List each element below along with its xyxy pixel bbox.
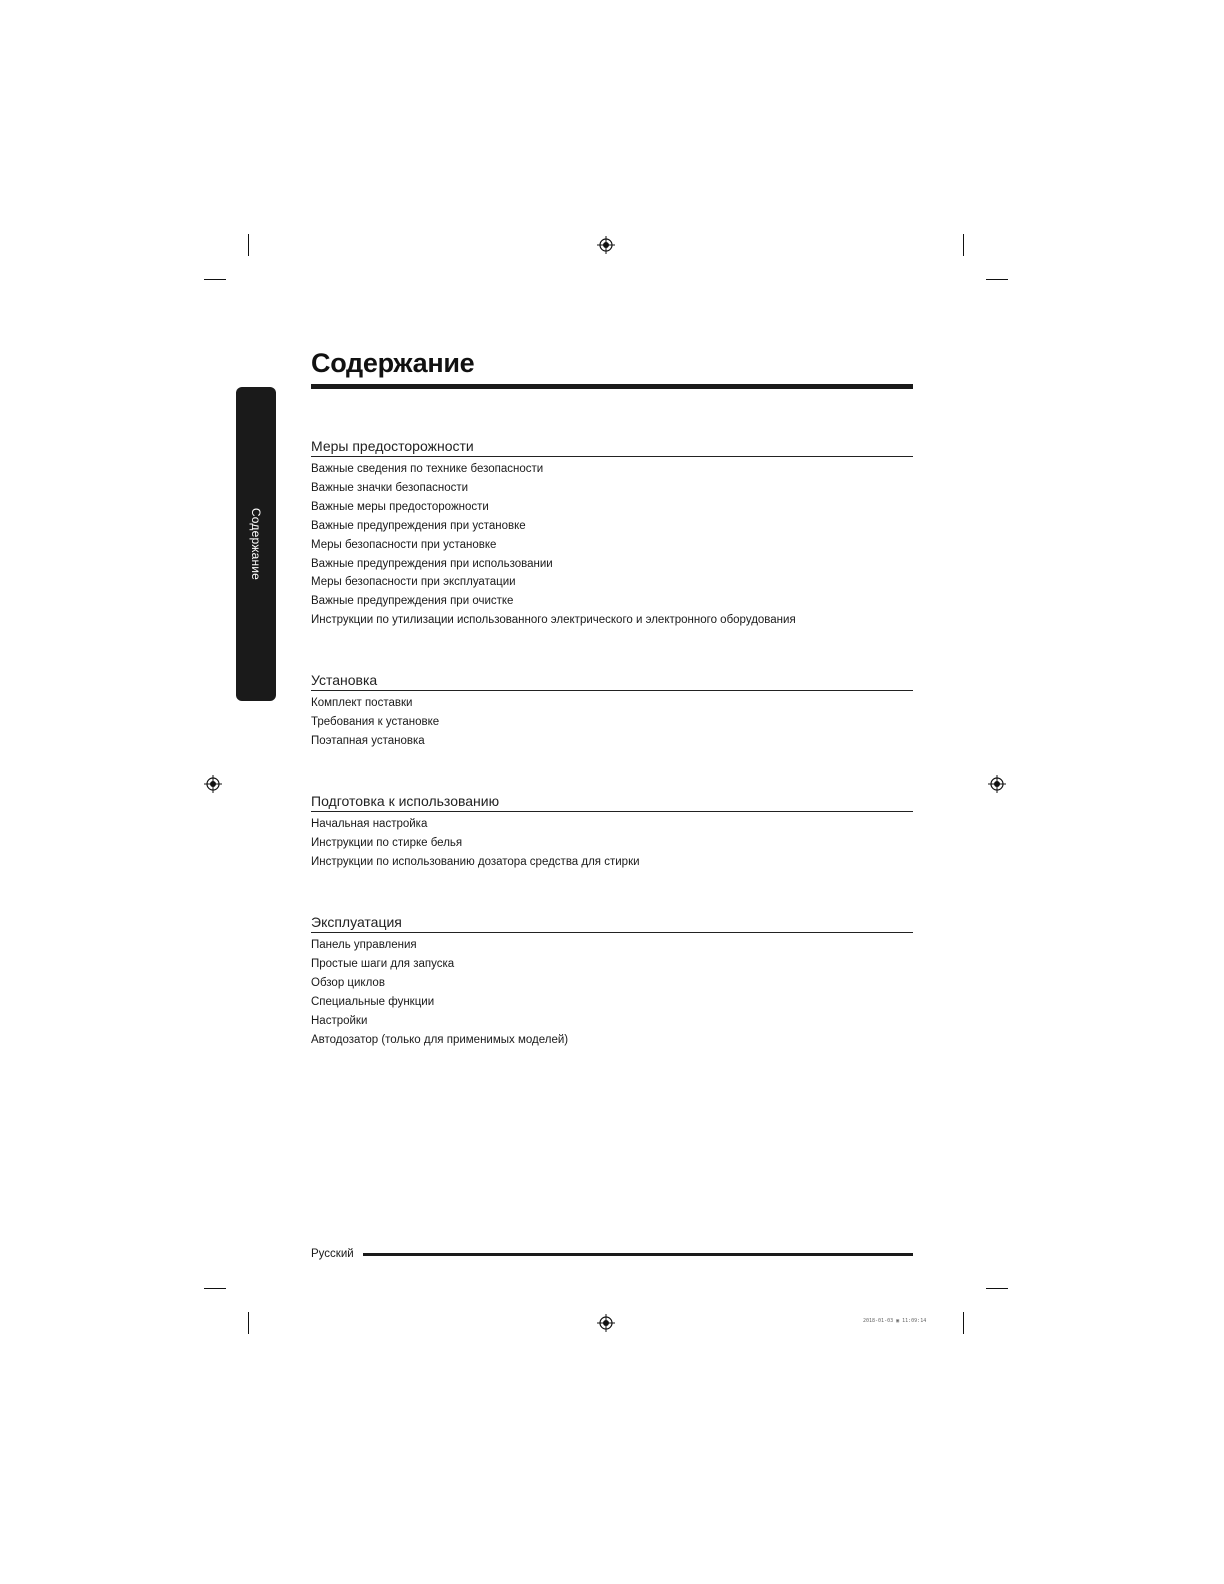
toc-item[interactable]: Важные значки безопасности [311,481,469,494]
crop-mark-bottom-right-horizontal [986,1288,1008,1289]
section-heading: Эксплуатация [311,912,913,933]
toc-item[interactable]: Инструкции по стирке белья [311,836,463,849]
crop-mark-bottom-left-vertical [248,1312,249,1334]
section-heading: Меры предосторожности [311,436,913,457]
toc-item[interactable]: Специальные функции [311,995,435,1008]
toc-item[interactable]: Панель управления [311,939,417,951]
print-stamp: 2018-01-03 ▣ 11:09:14 [863,1318,927,1324]
toc-item[interactable]: Начальная настройка [311,818,428,830]
toc-item[interactable]: Инструкции по утилизации использованного электрического и электронного оборудования [311,614,796,627]
toc-section-operation [311,912,913,1049]
toc-section-installation [311,670,913,751]
crop-mark-bottom-left-horizontal [204,1288,226,1289]
toc-item[interactable]: Простые шаги для запуска [311,957,455,970]
toc-list [311,936,913,1049]
toc-item[interactable]: Инструкции по использованию дозатора средства для стирки [311,855,640,868]
section-heading: Подготовка к использованию [311,791,913,812]
crop-mark-top-right-vertical [963,234,964,256]
page-title: Содержание [311,348,475,378]
toc-item[interactable]: Важные предупреждения при использовании [311,557,553,570]
toc-section-preparation [311,791,913,872]
crop-mark-top-left-horizontal [204,279,226,280]
crop-mark-bottom-right-vertical [963,1312,964,1334]
toc-item[interactable]: Поэтапная установка [311,734,425,747]
toc-list [311,694,913,751]
toc-list [311,460,913,630]
toc-item[interactable]: Требования к установке [311,715,440,728]
toc-item[interactable]: Важные сведения по технике безопасности [311,463,544,475]
toc-item[interactable]: Настройки [311,1014,368,1027]
toc-item[interactable]: Важные предупреждения при установке [311,519,526,532]
crop-mark-top-left-vertical [248,234,249,256]
toc-list [311,815,913,872]
side-tab-label: Содержание [249,507,263,581]
side-tab [236,387,276,701]
registration-mark-right-icon [988,775,1006,793]
toc-item[interactable]: Автодозатор (только для применимых моделей) [311,1033,569,1046]
toc-item[interactable]: Обзор циклов [311,976,385,989]
toc-item[interactable]: Важные предупреждения при очистке [311,595,514,608]
title-rule [311,384,913,389]
registration-mark-top-icon [597,236,615,254]
registration-mark-left-icon [204,775,222,793]
footer-language: Русский [311,1248,354,1260]
toc-item[interactable]: Комплект поставки [311,697,413,709]
section-heading: Установка [311,670,913,691]
toc-section-safety [311,436,913,630]
toc-item[interactable]: Меры безопасности при эксплуатации [311,576,516,589]
toc-item[interactable]: Меры безопасности при установке [311,538,497,551]
toc-item[interactable]: Важные меры предосторожности [311,500,489,513]
crop-mark-top-right-horizontal [986,279,1008,280]
footer-rule [363,1253,913,1256]
registration-mark-bottom-icon [597,1314,615,1332]
